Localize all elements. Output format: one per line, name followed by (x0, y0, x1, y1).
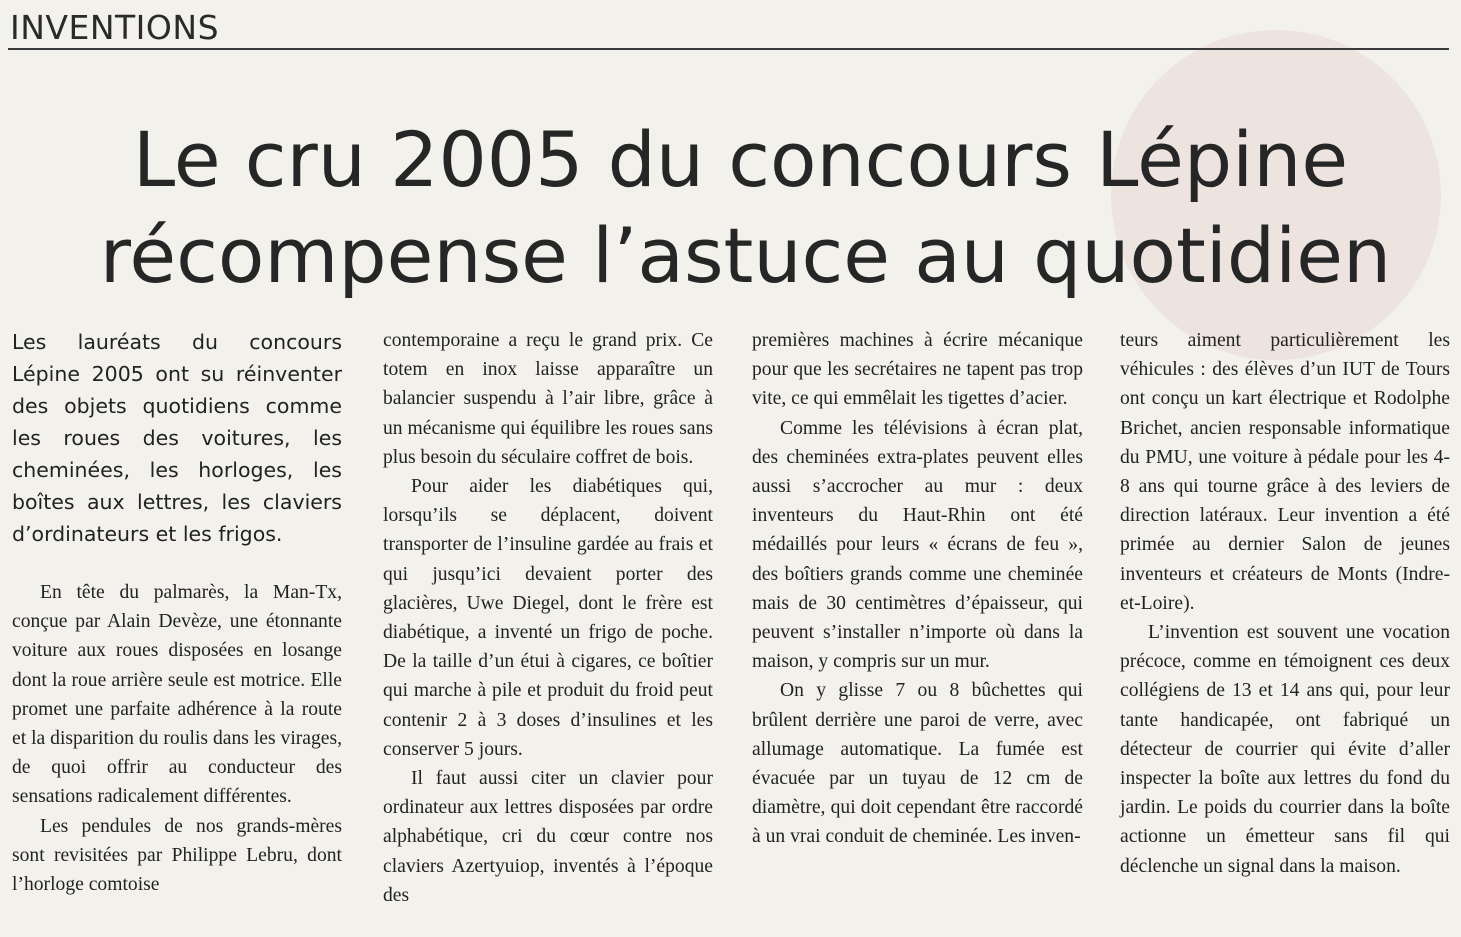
paragraph: Les pendules de nos grands-mères sont revisitées par Philippe Lebru, dont l’horloge comtoise (12, 815, 342, 896)
article-lead: Les lauréats du concours Lépine 2005 ont su réinventer des objets quotidiens comme les roues des voitures, les cheminées, les horloges, les boîtes aux lettres, les claviers d’ordinateurs et les frigos. (12, 330, 342, 546)
headline-line-2: récompense l’astuce au quotidien (99, 211, 1392, 300)
section-rubric: INVENTIONS (10, 8, 220, 47)
article-column-1 (12, 326, 342, 926)
article-column-2 (383, 326, 713, 926)
rubric-divider (8, 48, 1449, 50)
paragraph: En tête du palmarès, la Man-Tx, conçue par Alain Devèze, une étonnante voiture aux roues disposées en losange dont la roue arrière seule est motrice. Elle promet une parfaite adhérence à la route et la disparition du roulis dans les virages, de quoi offrir au conducteur des sensations radicalement différentes. (12, 582, 342, 808)
paragraph-continued: teurs aiment particulièrement les véhicules : des élèves d’un IUT de Tours ont conçu un kart électrique et Rodolphe Brichet, ancien responsable informatique du PMU, une voiture à pédale pour les 4-8 ans qui tourne grâce à des leviers de direction latéraux. Leur invention a été primée au dernier Salon de jeunes inventeurs et créateurs de Monts (Indre-et-Loire). (1120, 330, 1450, 614)
article-column-3 (752, 326, 1083, 926)
article-headline (0, 112, 1461, 304)
paragraph: Pour aider les diabétiques qui, lorsqu’ils se déplacent, doivent transporter de l’insuline gardée au frais et qui jusqu’ici devaient porter des glacières, Uwe Diegel, dont le frère est diabétique, a inventé un frigo de poche. De la taille d’un étui à cigares, ce boîtier qui marche à pile et produit du froid peut contenir 2 à 3 doses d’insulines et les conserver 5 jours. (383, 476, 713, 760)
paragraph-continued: premières machines à écrire mécanique pour que les secrétaires ne tapent pas trop vite, ce qui emmêlait les tigettes d’acier. (752, 330, 1083, 410)
paragraph: L’invention est souvent une vocation précoce, comme en témoignent ces deux collégiens de 13 et 14 ans qui, pour leur tante handicapée, ont fabriqué un détecteur de courrier qui évite d’aller inspecter la boîte aux lettres du fond du jardin. Le poids du courrier dans la boîte actionne un émetteur sans fil qui déclenche un signal dans la maison. (1120, 622, 1450, 877)
paragraph: Comme les télévisions à écran plat, des cheminées extra-plates peuvent elles aussi s’accrocher au mur : deux inventeurs du Haut-Rhin ont été médaillés pour leurs « écrans de feu », des boîtiers grands comme une cheminée mais de 30 centimètres d’épaisseur, qui peuvent s’installer n’importe où dans la maison, y compris sur un mur. (752, 417, 1083, 673)
article-column-4 (1120, 326, 1450, 926)
headline-line-1: Le cru 2005 du concours Lépine (132, 115, 1349, 204)
paragraph: On y glisse 7 ou 8 bûchettes qui brûlent derrière une paroi de verre, avec allumage automatique. La fumée est évacuée par un tuyau de 12 cm de diamètre, qui doit cependant être raccordé à un vrai conduit de cheminée. Les inven- (752, 680, 1083, 848)
paragraph: Il faut aussi citer un clavier pour ordinateur aux lettres disposées par ordre alphabétique, cri du cœur contre nos claviers Azertyuiop, inventés à l’époque des (383, 768, 713, 906)
paragraph-continued: contemporaine a reçu le grand prix. Ce totem en inox laisse apparaître un balancier suspendu à l’air libre, grâce à un mécanisme qui équilibre les roues sans plus besoin du séculaire coffret de bois. (383, 330, 713, 468)
